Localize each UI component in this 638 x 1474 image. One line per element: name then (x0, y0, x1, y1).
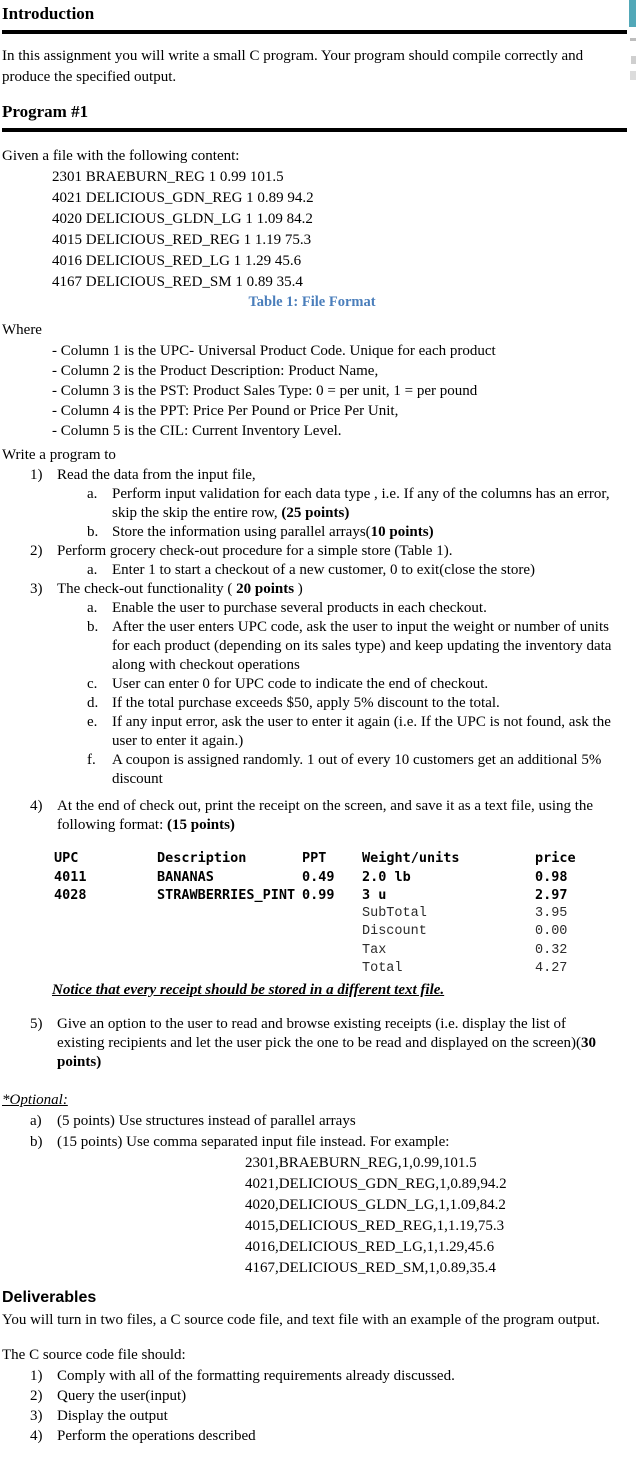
where-item: - Column 4 is the PPT: Price Per Pound or Price Per Unit, (52, 403, 399, 419)
receipt-cell-empty (302, 923, 362, 942)
receipt-summary-value: 3.95 (535, 905, 568, 921)
intro-paragraph: In this assignment you will write a small C program. Your program should compile correctly and produce the specified output. (2, 48, 584, 85)
receipt-cell-empty (54, 960, 157, 979)
subtask-letter: a. (87, 486, 98, 502)
task-number: 3) (30, 581, 43, 597)
receipt-cell-empty (54, 905, 157, 924)
subtask-letter: c. (87, 676, 98, 692)
receipt-cell: 2.0 lb (362, 868, 411, 885)
receipt-header-row (54, 849, 627, 868)
file-content-line: 4021 DELICIOUS_GDN_REG 1 0.89 94.2 (52, 190, 314, 206)
task-text (57, 797, 617, 835)
optional-item-a (30, 1111, 627, 1132)
write-intro: Write a program to (2, 447, 116, 463)
receipt-summary-row (54, 923, 627, 942)
receipt-summary-label: Total (362, 961, 403, 976)
source-item-number: 3) (30, 1407, 43, 1424)
task-item-4 (30, 797, 627, 835)
receipt-summary-row (54, 942, 627, 961)
task-subitem-1b (87, 523, 627, 542)
file-content-line: 4167 DELICIOUS_RED_SM 1 0.89 35.4 (52, 274, 303, 290)
receipt-summary-label: Discount (362, 924, 427, 939)
where-list (52, 341, 618, 441)
task-text-close: ) (294, 581, 303, 597)
receipt-cell: 2.97 (535, 887, 568, 903)
task-subitem-3f (87, 751, 627, 789)
optional-text: (5 points) Use structures instead of parallel arrays (57, 1112, 356, 1129)
source-file-list (2, 1366, 627, 1446)
subtask-letter: b. (87, 524, 99, 540)
receipt-cell-empty (302, 942, 362, 961)
task-item-1 (30, 466, 627, 485)
task-number: 2) (30, 543, 43, 559)
receipt-col-header: Weight/units (362, 850, 460, 866)
task-text-plain: Give an option to the user to read and browse existing receipts (i.e. display the list of existing recipients and let the user pick the one to be read and displayed on the screen)( (57, 1015, 581, 1051)
subtask-text: After the user enters UPC code, ask the user to input the weight or number of units for each product (depending on its sales type) and keep updating the inventory data along with checkout operations (112, 619, 612, 673)
task-text-close: ) (96, 1053, 102, 1070)
optional-label: *Optional: (2, 1091, 68, 1108)
task-text-plain: The check-out functionality ( (57, 581, 237, 597)
subtask-text: Enable the user to purchase several products in each checkout. (112, 600, 487, 616)
subtask-letter: a. (87, 562, 98, 578)
subtask-text: Enter 1 to start a checkout of a new customer, 0 to exit(close the store) (112, 562, 536, 578)
csv-line: 4167,DELICIOUS_RED_SM,1,0.89,35.4 (245, 1259, 496, 1276)
receipt-col-header: Description (157, 850, 247, 866)
receipt-cell-empty (302, 960, 362, 979)
task-points: (15 points) (166, 817, 235, 833)
receipt-cell-empty (302, 905, 362, 924)
receipt-summary-row (54, 960, 627, 979)
receipt-cell: 3 u (362, 887, 387, 903)
subtask-points: (25 points) (281, 505, 350, 521)
subtask-text: User can enter 0 for UPC code to indicate the end of checkout. (112, 676, 489, 692)
optional-letter: b) (30, 1133, 43, 1150)
task-item-5 (30, 1015, 627, 1072)
task-list (2, 466, 627, 1072)
task-points: 20 points (236, 581, 295, 597)
task-subitem-1a (87, 485, 627, 523)
subtask-letter: e. (87, 714, 98, 730)
optional-list (2, 1111, 627, 1279)
receipt-cell: 0.99 (302, 887, 335, 903)
where-item: - Column 1 is the UPC- Universal Product Code. Unique for each product (52, 343, 496, 359)
source-item-number: 1) (30, 1367, 43, 1384)
task-number: 1) (30, 467, 43, 483)
receipt-summary-value: 0.32 (535, 942, 568, 958)
where-item: - Column 2 is the Product Description: Product Name, (52, 363, 379, 379)
where-item: - Column 3 is the PST: Product Sales Type: 0 = per unit, 1 = per pound (52, 383, 478, 399)
task-subitem-3d (87, 694, 627, 713)
receipt-summary-label: SubTotal (362, 905, 427, 921)
receipt-col-header: PPT (302, 850, 327, 866)
deliverables-paragraph: You will turn in two files, a C source code file, and text file with an example of the program output. (2, 1311, 600, 1328)
csv-line: 4020,DELICIOUS_GLDN_LG,1,1.09,84.2 (245, 1196, 506, 1213)
subtask-points: 10 points (370, 524, 429, 540)
intro-heading: Introduction (2, 2, 627, 34)
receipt-col-header: UPC (54, 850, 79, 866)
file-content-line: 4015 DELICIOUS_RED_REG 1 1.19 75.3 (52, 232, 312, 248)
receipt-summary-value: 4.27 (535, 961, 568, 976)
task-subitem-3a (87, 599, 627, 618)
subtask-text: If any input error, ask the user to enter it again (i.e. If the UPC is not found, ask the user to enter it again.) (112, 714, 611, 749)
receipt-cell-empty (157, 905, 302, 924)
receipt-cell-empty (157, 923, 302, 942)
task-subitem-2a (87, 561, 627, 580)
file-content-list (52, 167, 627, 293)
source-item-text: Comply with all of the formatting requirements already discussed. (57, 1367, 455, 1384)
page-edge-fragment (630, 71, 636, 80)
receipt-row (54, 868, 627, 887)
source-file-item (30, 1426, 627, 1446)
file-content-line: 2301 BRAEBURN_REG 1 0.99 101.5 (52, 169, 284, 185)
subtask-letter: d. (87, 695, 99, 711)
file-content-line: 4020 DELICIOUS_GLDN_LG 1 1.09 84.2 (52, 211, 313, 227)
subtask-text-plain: Store the information using parallel arrays( (112, 524, 371, 540)
page-edge-fragment (631, 56, 636, 64)
source-item-text: Display the output (57, 1407, 168, 1424)
subtask-letter: a. (87, 600, 98, 616)
receipt-cell: STRAWBERRIES_PINT (157, 887, 296, 903)
notice-text: Notice that every receipt should be stored in a different text file. (52, 981, 445, 998)
task-text: Perform grocery check-out procedure for a simple store (Table 1). (57, 543, 453, 559)
receipt-cell-empty (54, 923, 157, 942)
task-item-2 (30, 542, 627, 561)
csv-example-list (245, 1153, 627, 1279)
subtask-text-close: ) (428, 524, 434, 540)
subtask-letter: f. (87, 752, 96, 768)
task-text-plain: At the end of check out, print the receipt on the screen, and save it as a text file, using the following format: (57, 798, 594, 833)
subtask-text-plain: Perform input validation for each data type , i.e. If any of the columns has an error, skip the skip the entire row, (112, 486, 610, 521)
receipt-summary-label: Tax (362, 942, 387, 958)
optional-text: (15 points) Use comma separated input file instead. For example: (57, 1133, 450, 1150)
source-file-intro: The C source code file should: (2, 1346, 186, 1363)
receipt-cell-empty (157, 942, 302, 961)
program1-heading: Program #1 (2, 100, 627, 132)
task-subitem-3e (87, 713, 627, 751)
receipt-cell: 0.98 (535, 868, 568, 885)
receipt-example (54, 849, 627, 979)
csv-line: 4021,DELICIOUS_GDN_REG,1,0.89,94.2 (245, 1175, 507, 1192)
receipt-col-header: price (535, 850, 576, 866)
file-content-line: 4016 DELICIOUS_RED_LG 1 1.29 45.6 (52, 253, 302, 269)
table-caption: Table 1: File Format (248, 294, 376, 310)
task-text: Read the data from the input file, (57, 467, 256, 483)
source-file-item (30, 1406, 627, 1426)
source-file-item (30, 1386, 627, 1406)
optional-letter: a) (30, 1112, 42, 1129)
optional-item-b (30, 1132, 627, 1153)
source-file-item (30, 1366, 627, 1386)
source-item-number: 2) (30, 1387, 43, 1404)
task-item-3 (30, 580, 627, 599)
task-subitem-3b (87, 618, 627, 675)
given-intro: Given a file with the following content: (2, 148, 240, 164)
source-item-number: 4) (30, 1427, 43, 1444)
page-edge-accent-bar (629, 0, 636, 27)
task-text (57, 1015, 617, 1072)
task-text (57, 580, 617, 599)
csv-line: 4016,DELICIOUS_RED_LG,1,1.29,45.6 (245, 1238, 495, 1255)
receipt-cell: BANANAS (157, 868, 214, 885)
receipt-summary-row (54, 905, 627, 924)
subtask-text (112, 523, 617, 542)
task-subitem-3c (87, 675, 627, 694)
receipt-cell-empty (157, 960, 302, 979)
subtask-text (112, 485, 617, 523)
receipt-summary-value: 0.00 (535, 924, 568, 939)
task-points: 30 points (57, 1034, 596, 1070)
task-number: 4) (30, 798, 43, 814)
receipt-cell: 0.49 (302, 868, 335, 885)
receipt-cell: 4028 (54, 887, 87, 903)
page-edge-fragment (630, 38, 636, 41)
subtask-text: If the total purchase exceeds $50, apply 5% discount to the total. (112, 695, 500, 711)
subtask-letter: b. (87, 619, 99, 635)
receipt-cell: 4011 (54, 868, 87, 885)
receipt-cell-empty (54, 942, 157, 961)
source-item-text: Perform the operations described (57, 1427, 256, 1444)
deliverables-heading: Deliverables (2, 1288, 97, 1306)
receipt-row (54, 886, 627, 905)
where-label: Where (2, 322, 42, 338)
csv-line: 4015,DELICIOUS_RED_REG,1,1.19,75.3 (245, 1217, 505, 1234)
subtask-text: A coupon is assigned randomly. 1 out of every 10 customers get an additional 5% discount (112, 752, 602, 787)
task-number: 5) (30, 1015, 43, 1032)
source-item-text: Query the user(input) (57, 1387, 187, 1404)
csv-line: 2301,BRAEBURN_REG,1,0.99,101.5 (245, 1154, 477, 1171)
where-item: - Column 5 is the CIL: Current Inventory Level. (52, 423, 342, 439)
